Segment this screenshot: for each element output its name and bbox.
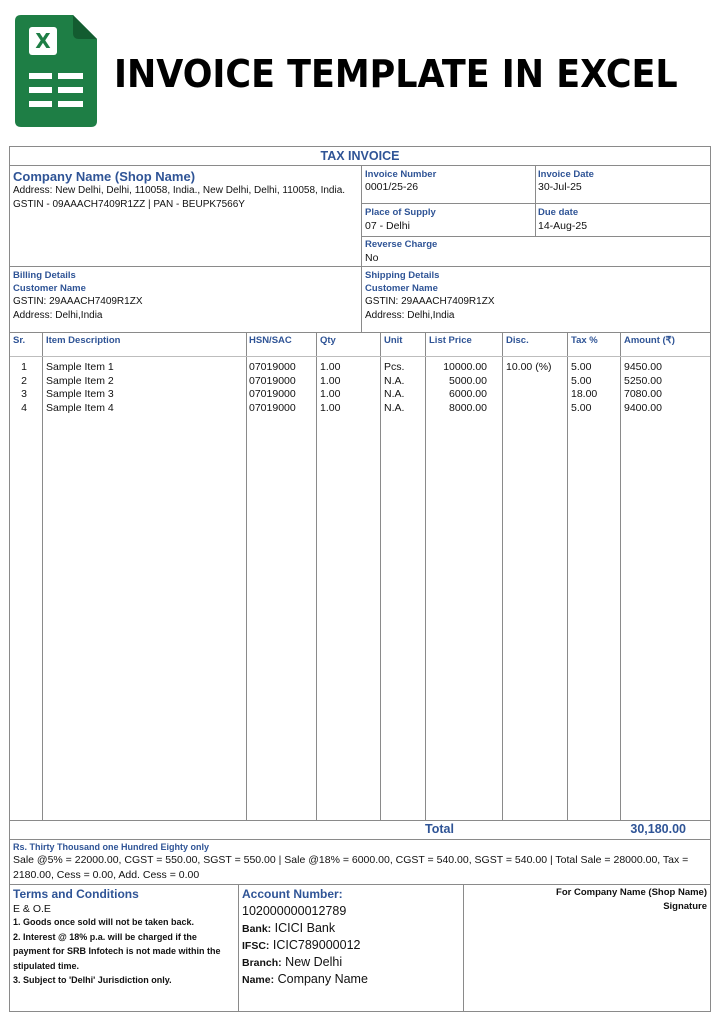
cell-tax: 5.00 — [571, 361, 592, 373]
account-name-label: Name: — [242, 974, 275, 986]
cell-qty: 1.00 — [320, 374, 341, 387]
cell-list-price: 5000.00 — [449, 374, 487, 387]
table-row — [10, 375, 710, 388]
invoice-number-label: Invoice Number — [365, 169, 437, 180]
cell-hsn: 07019000 — [249, 374, 296, 387]
cell-hsn: 07019000 — [249, 388, 296, 400]
invoice-date-label: Invoice Date — [538, 169, 594, 180]
invoice-number: 0001/25-26 — [365, 181, 419, 193]
place-of-supply: 07 - Delhi — [365, 220, 410, 232]
account-number-label: Account Number: — [242, 887, 343, 901]
divider — [463, 884, 464, 1012]
col-header-unit: Unit — [384, 335, 403, 346]
invoice-sheet — [9, 146, 711, 1012]
cell-tax: 18.00 — [571, 388, 598, 400]
col-header-hsn: HSN/SAC — [249, 335, 292, 346]
seller-name: Company Name (Shop Name) — [13, 169, 196, 184]
cell-description: Sample Item 1 — [46, 361, 114, 373]
col-header-amount: Amount (₹) — [624, 335, 675, 346]
cell-amount: 5250.00 — [624, 374, 662, 387]
place-of-supply-label: Place of Supply — [365, 207, 436, 218]
due-date: 14-Aug-25 — [538, 220, 588, 232]
ifsc-label: IFSC: — [242, 940, 270, 952]
branch-label: Branch: — [242, 957, 282, 969]
terms-list — [13, 915, 235, 988]
shipping-address: Address: Delhi,India — [365, 310, 455, 321]
invoice-date: 30-Jul-25 — [538, 181, 582, 193]
col-header-description: Item Description — [46, 335, 121, 346]
table-row — [10, 361, 710, 374]
cell-discount: 10.00 (%) — [506, 361, 552, 373]
shipping-customer-name: Customer Name — [365, 283, 438, 294]
cell-sr: 1 — [21, 361, 27, 373]
divider — [238, 884, 239, 1012]
banner-title: INVOICE TEMPLATE IN EXCEL — [114, 52, 678, 96]
cell-qty: 1.00 — [320, 401, 341, 414]
col-header-sr: Sr. — [13, 335, 26, 346]
divider — [10, 839, 710, 840]
col-header-tax: Tax % — [571, 335, 598, 346]
cell-unit: N.A. — [384, 388, 405, 400]
table-row — [10, 402, 710, 415]
divider — [10, 820, 710, 821]
billing-address: Address: Delhi,India — [13, 310, 103, 321]
cell-amount: 7080.00 — [624, 388, 662, 400]
bank-label: Bank: — [242, 923, 272, 935]
divider — [361, 236, 710, 237]
account-name: Company Name — [277, 972, 368, 986]
cell-list-price: 6000.00 — [449, 388, 487, 400]
table-row — [10, 388, 710, 401]
banner — [0, 0, 724, 140]
ifsc-row — [242, 938, 360, 952]
terms-heading: Terms and Conditions — [13, 887, 139, 901]
cell-description: Sample Item 3 — [46, 388, 114, 400]
reverse-charge: No — [365, 252, 379, 264]
shipping-heading: Shipping Details — [365, 270, 440, 281]
cell-tax: 5.00 — [571, 374, 592, 387]
cell-unit: Pcs. — [384, 361, 405, 373]
cell-amount: 9450.00 — [624, 361, 662, 373]
terms-line: 1. Goods once sold will not be taken back. — [13, 917, 195, 927]
divider — [535, 165, 536, 236]
account-number: 102000000012789 — [242, 904, 347, 918]
cell-qty: 1.00 — [320, 361, 341, 373]
cell-sr: 4 — [21, 401, 27, 414]
divider — [10, 266, 710, 267]
col-header-qty: Qty — [320, 335, 336, 346]
billing-customer-name: Customer Name — [13, 283, 86, 294]
cell-hsn: 07019000 — [249, 401, 296, 414]
total-value: 30,180.00 — [630, 822, 686, 836]
excel-icon-letter: X — [35, 29, 51, 53]
account-name-row — [242, 972, 368, 986]
excel-spreadsheet-icon — [15, 15, 97, 127]
divider — [10, 165, 710, 166]
due-date-label: Due date — [538, 207, 579, 218]
terms-line: 3. Subject to 'Delhi' Jurisdiction only. — [13, 975, 172, 985]
col-header-list-price: List Price — [429, 335, 472, 346]
reverse-charge-label: Reverse Charge — [365, 239, 438, 250]
cell-qty: 1.00 — [320, 388, 341, 400]
divider — [10, 884, 710, 885]
ifsc-code: ICIC789000012 — [272, 938, 361, 952]
branch-name: New Delhi — [285, 955, 343, 969]
cell-sr: 2 — [21, 374, 27, 387]
terms-line: 2. Interest @ 18% p.a. will be charged if the payment for SRB Infotech is not made within the stipulated time. — [13, 931, 221, 971]
branch-row — [242, 955, 342, 969]
cell-hsn: 07019000 — [249, 361, 296, 373]
billing-heading: Billing Details — [13, 270, 76, 281]
terms-eoe: E & O.E — [13, 903, 51, 915]
cell-description: Sample Item 4 — [46, 401, 114, 414]
bank-row — [242, 921, 335, 935]
cell-sr: 3 — [21, 388, 27, 400]
total-label: Total — [425, 822, 454, 836]
cell-amount: 9400.00 — [624, 401, 662, 414]
amount-in-words: Rs. Thirty Thousand one Hundred Eighty only — [13, 842, 210, 852]
cell-list-price: 8000.00 — [449, 401, 487, 414]
tax-summary: Sale @5% = 22000.00, CGST = 550.00, SGST = 550.00 | Sale @18% = 6000.00, CGST = 540.00, SGST = 540.00 | Total Sale = 28000.00, Tax = 2180.00, Cess = 0.00, Add. Cess = 0.00 — [13, 854, 689, 881]
cell-tax: 5.00 — [571, 401, 592, 414]
signature-for: For Company Name (Shop Name) — [556, 887, 707, 898]
header-underline — [10, 356, 710, 357]
seller-tax-ids: GSTIN - 09AAACH7409R1ZZ | PAN - BEUPK7566Y — [13, 199, 245, 210]
invoice-heading: TAX INVOICE — [320, 149, 400, 163]
signature-label: Signature — [663, 901, 707, 912]
billing-gstin: GSTIN: 29AAACH7409R1ZX — [13, 296, 143, 307]
shipping-gstin: GSTIN: 29AAACH7409R1ZX — [365, 296, 495, 307]
col-header-discount: Disc. — [506, 335, 529, 346]
divider — [361, 165, 362, 333]
bank-name: ICICI Bank — [274, 921, 336, 935]
cell-unit: N.A. — [384, 401, 405, 414]
cell-description: Sample Item 2 — [46, 374, 114, 387]
divider — [10, 332, 710, 333]
cell-list-price: 10000.00 — [443, 361, 487, 373]
cell-unit: N.A. — [384, 374, 405, 387]
seller-address: Address: New Delhi, Delhi, 110058, India., New Delhi, Delhi, 110058, India. — [13, 185, 346, 196]
